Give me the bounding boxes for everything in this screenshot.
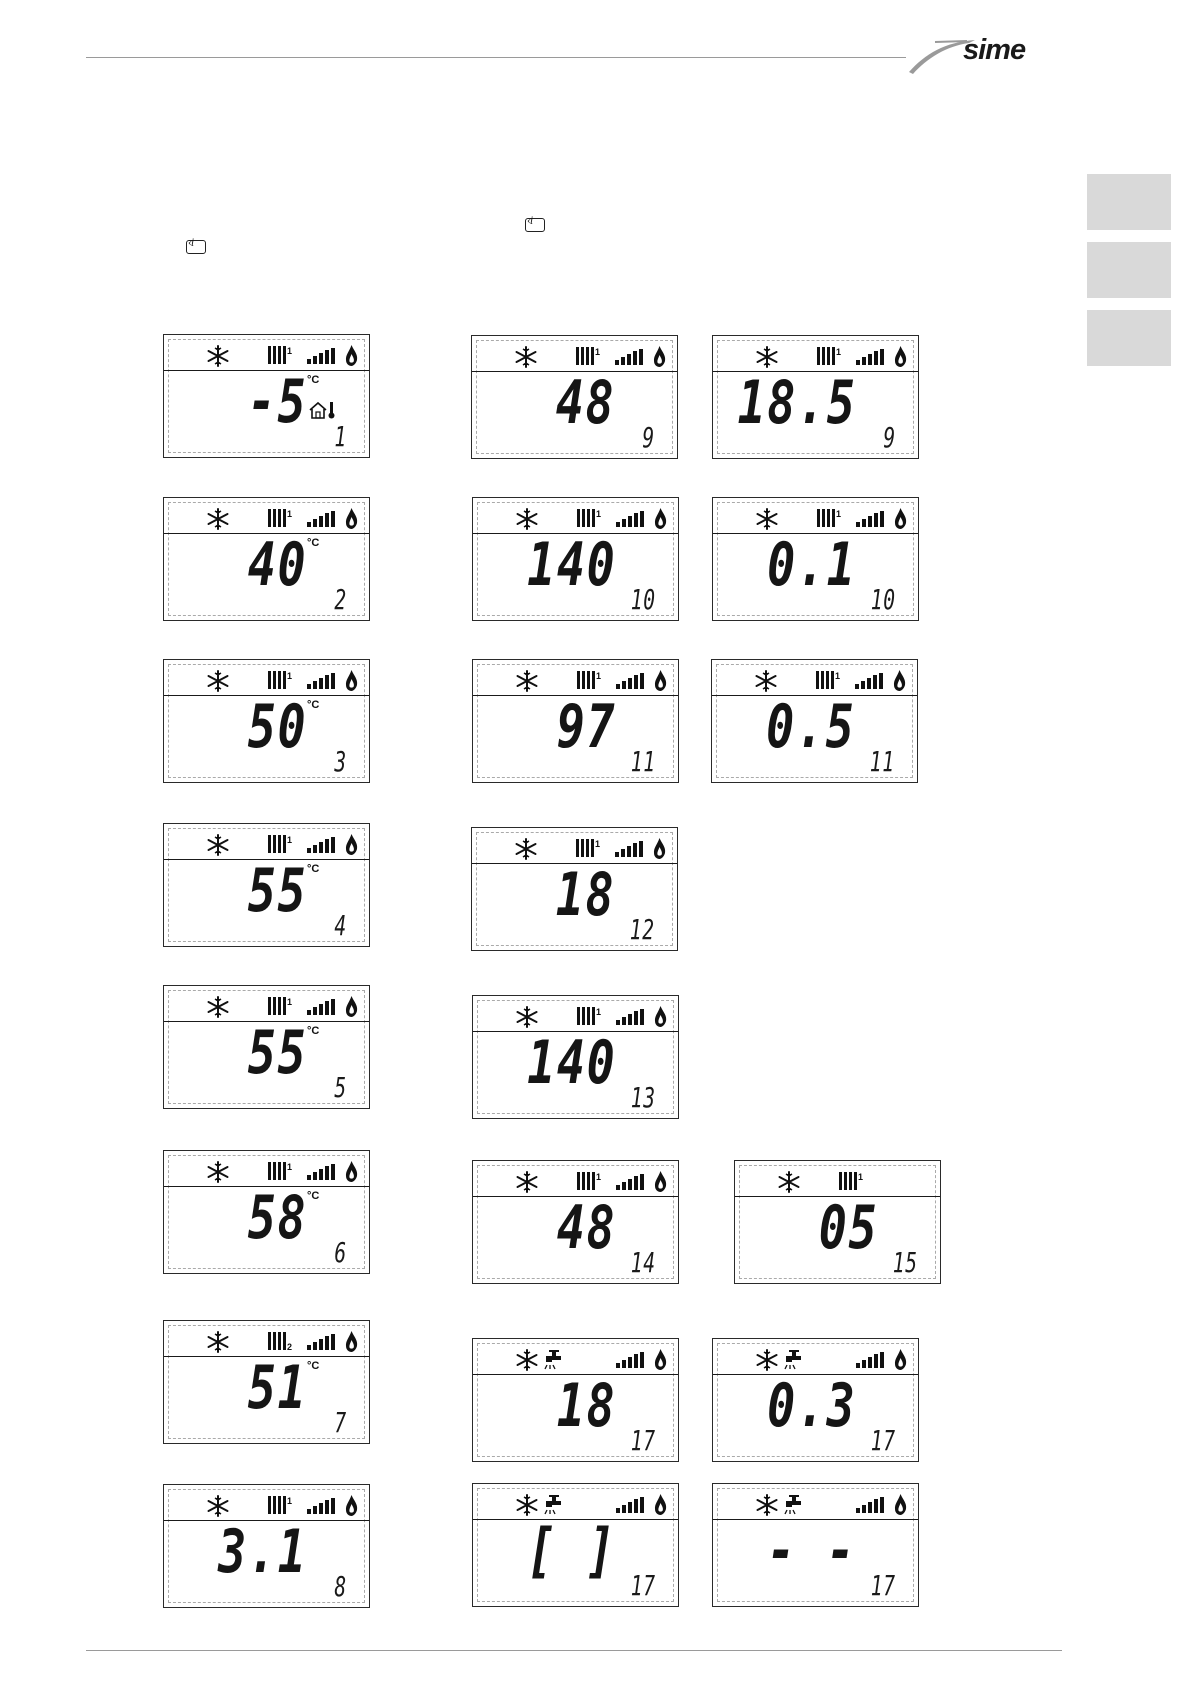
antifreeze-snowflake-icon bbox=[756, 1349, 778, 1371]
antifreeze-snowflake-icon bbox=[516, 508, 538, 530]
lcd-unit: °C bbox=[307, 699, 320, 711]
lcd-status-bar bbox=[712, 660, 917, 696]
flame-icon bbox=[345, 670, 358, 691]
antifreeze-snowflake-icon bbox=[515, 838, 537, 860]
lcd-panel bbox=[712, 1483, 919, 1607]
antifreeze-snowflake-icon bbox=[778, 1171, 800, 1193]
lcd-step-number: 12 bbox=[629, 913, 655, 946]
power-level-bars-icon bbox=[307, 1334, 335, 1350]
flame-icon bbox=[654, 508, 667, 529]
brand-logo bbox=[905, 28, 1055, 78]
power-level-bars-icon bbox=[616, 1174, 644, 1190]
flame-icon bbox=[894, 508, 907, 529]
power-level-bars-icon bbox=[307, 348, 335, 364]
lcd-panel bbox=[472, 497, 679, 621]
lcd-main-value: 18 bbox=[556, 1371, 616, 1441]
radiator-icon bbox=[268, 346, 292, 364]
lcd-panel bbox=[472, 995, 679, 1119]
svg-text:1: 1 bbox=[858, 1172, 863, 1182]
lcd-status-bar bbox=[473, 660, 678, 696]
lcd-status-bar bbox=[472, 336, 677, 372]
flame-icon bbox=[894, 1349, 907, 1370]
antifreeze-snowflake-icon bbox=[516, 1349, 538, 1371]
lcd-panel bbox=[471, 335, 678, 459]
power-level-bars-icon bbox=[616, 511, 644, 527]
svg-text:1: 1 bbox=[287, 835, 292, 845]
lcd-step-number: 14 bbox=[630, 1246, 656, 1279]
lcd-status-bar bbox=[713, 498, 918, 534]
flame-icon bbox=[653, 838, 666, 859]
lcd-main-value: 18 bbox=[555, 860, 615, 930]
side-tab-1[interactable] bbox=[1087, 174, 1171, 230]
lcd-main-value: 140 bbox=[526, 530, 616, 600]
lcd-status-bar bbox=[164, 1151, 369, 1187]
flame-icon bbox=[894, 346, 907, 367]
power-level-bars-icon bbox=[307, 1498, 335, 1514]
radiator-icon bbox=[576, 347, 600, 365]
lcd-panel bbox=[163, 497, 370, 621]
radiator-icon bbox=[268, 997, 292, 1015]
dhw-tap-icon bbox=[543, 1493, 569, 1515]
lcd-main-value: 3.1 bbox=[217, 1517, 307, 1587]
antifreeze-snowflake-icon bbox=[207, 1495, 229, 1517]
lcd-status-bar bbox=[164, 1321, 369, 1357]
svg-text:1: 1 bbox=[595, 347, 600, 357]
flame-icon bbox=[345, 508, 358, 529]
lcd-panel bbox=[163, 1320, 370, 1444]
power-level-bars-icon bbox=[616, 1497, 644, 1513]
lcd-panel bbox=[472, 1160, 679, 1284]
lcd-unit: °C bbox=[307, 863, 320, 875]
svg-text:2: 2 bbox=[287, 1342, 292, 1350]
lcd-main-value: 40 bbox=[247, 530, 307, 600]
lcd-status-bar bbox=[713, 336, 918, 372]
antifreeze-snowflake-icon bbox=[516, 670, 538, 692]
lcd-step-number: 1 bbox=[334, 420, 347, 453]
antifreeze-snowflake-icon bbox=[516, 1171, 538, 1193]
lcd-step-number: 3 bbox=[334, 745, 347, 778]
radiator-icon bbox=[268, 1496, 292, 1514]
radiator-icon bbox=[268, 1332, 292, 1350]
lcd-panel bbox=[734, 1160, 941, 1284]
radiator-icon bbox=[577, 671, 601, 689]
lcd-step-number: 5 bbox=[334, 1071, 347, 1104]
flame-icon bbox=[654, 1171, 667, 1192]
lcd-main-value: 55 bbox=[247, 1018, 307, 1088]
lcd-step-number: 2 bbox=[334, 583, 347, 616]
antifreeze-snowflake-icon bbox=[756, 1494, 778, 1516]
lcd-main-value: 97 bbox=[556, 692, 616, 762]
power-level-bars-icon bbox=[616, 1009, 644, 1025]
lcd-main-value: [ ] bbox=[526, 1516, 616, 1586]
flame-icon bbox=[345, 834, 358, 855]
lcd-step-number: 11 bbox=[630, 745, 656, 778]
svg-text:1: 1 bbox=[836, 347, 841, 357]
antifreeze-snowflake-icon bbox=[207, 1161, 229, 1183]
lcd-unit: °C bbox=[307, 374, 320, 386]
power-level-bars-icon bbox=[856, 511, 884, 527]
lcd-main-value: 05 bbox=[818, 1193, 878, 1263]
power-level-bars-icon bbox=[616, 673, 644, 689]
lcd-unit: °C bbox=[307, 1360, 320, 1372]
dhw-tap-icon bbox=[543, 1348, 569, 1370]
lcd-status-bar bbox=[164, 986, 369, 1022]
lcd-step-number: 17 bbox=[630, 1569, 656, 1602]
brand-logo-text: sime bbox=[963, 34, 1026, 66]
power-level-bars-icon bbox=[856, 1352, 884, 1368]
radiator-icon bbox=[817, 347, 841, 365]
lcd-panel bbox=[163, 1484, 370, 1608]
svg-text:1: 1 bbox=[287, 1162, 292, 1172]
lcd-unit: °C bbox=[307, 1190, 320, 1202]
lcd-panel bbox=[712, 1338, 919, 1462]
lcd-main-value: 51 bbox=[247, 1353, 307, 1423]
antifreeze-snowflake-icon bbox=[516, 1006, 538, 1028]
lcd-main-value: 48 bbox=[555, 368, 615, 438]
flame-icon bbox=[345, 1161, 358, 1182]
svg-text:1: 1 bbox=[596, 1172, 601, 1182]
flame-icon bbox=[653, 346, 666, 367]
antifreeze-snowflake-icon bbox=[207, 996, 229, 1018]
info-key-icon: ‹i bbox=[525, 218, 545, 232]
flame-icon bbox=[345, 1331, 358, 1352]
lcd-panel bbox=[471, 827, 678, 951]
dhw-tap-icon bbox=[783, 1493, 809, 1515]
lcd-panel bbox=[163, 823, 370, 947]
lcd-panel bbox=[712, 497, 919, 621]
lcd-panel bbox=[163, 659, 370, 783]
antifreeze-snowflake-icon bbox=[207, 508, 229, 530]
radiator-icon bbox=[577, 509, 601, 527]
lcd-main-value: 18.5 bbox=[737, 368, 856, 438]
lcd-main-value: -5 bbox=[247, 367, 307, 437]
power-level-bars-icon bbox=[615, 349, 643, 365]
power-level-bars-icon bbox=[307, 837, 335, 853]
antifreeze-snowflake-icon bbox=[515, 346, 537, 368]
lcd-step-number: 17 bbox=[870, 1424, 896, 1457]
antifreeze-snowflake-icon bbox=[207, 1331, 229, 1353]
lcd-step-number: 15 bbox=[892, 1246, 918, 1279]
svg-text:1: 1 bbox=[836, 509, 841, 519]
svg-text:1: 1 bbox=[287, 1496, 292, 1506]
flame-icon bbox=[654, 1494, 667, 1515]
side-tab-2[interactable] bbox=[1087, 242, 1171, 298]
antifreeze-snowflake-icon bbox=[516, 1494, 538, 1516]
svg-text:1: 1 bbox=[287, 997, 292, 1007]
power-level-bars-icon bbox=[856, 349, 884, 365]
lcd-main-value: 58 bbox=[247, 1183, 307, 1253]
lcd-status-bar bbox=[164, 1485, 369, 1521]
lcd-panel bbox=[472, 1483, 679, 1607]
header-rule bbox=[86, 57, 906, 58]
antifreeze-snowflake-icon bbox=[756, 508, 778, 530]
lcd-status-bar bbox=[473, 498, 678, 534]
power-level-bars-icon bbox=[307, 673, 335, 689]
lcd-status-bar bbox=[713, 1484, 918, 1520]
radiator-icon bbox=[839, 1172, 863, 1190]
radiator-icon bbox=[268, 509, 292, 527]
power-level-bars-icon bbox=[307, 999, 335, 1015]
svg-text:1: 1 bbox=[596, 509, 601, 519]
lcd-status-bar bbox=[473, 1484, 678, 1520]
lcd-step-number: 17 bbox=[630, 1424, 656, 1457]
lcd-main-value: 48 bbox=[556, 1193, 616, 1263]
lcd-status-bar bbox=[713, 1339, 918, 1375]
lcd-panel bbox=[472, 1338, 679, 1462]
lcd-step-number: 13 bbox=[630, 1081, 656, 1114]
radiator-icon bbox=[268, 671, 292, 689]
lcd-status-bar bbox=[473, 996, 678, 1032]
flame-icon bbox=[345, 1495, 358, 1516]
lcd-step-number: 6 bbox=[334, 1236, 347, 1269]
lcd-step-number: 9 bbox=[642, 421, 655, 454]
radiator-icon bbox=[576, 839, 600, 857]
flame-icon bbox=[345, 345, 358, 366]
radiator-icon bbox=[268, 835, 292, 853]
lcd-main-value: 0.3 bbox=[766, 1371, 856, 1441]
info-key-icon: ‹i bbox=[186, 240, 206, 254]
antifreeze-snowflake-icon bbox=[756, 346, 778, 368]
svg-text:1: 1 bbox=[596, 1007, 601, 1017]
power-level-bars-icon bbox=[307, 1164, 335, 1180]
lcd-status-bar bbox=[735, 1161, 940, 1197]
antifreeze-snowflake-icon bbox=[207, 834, 229, 856]
svg-text:1: 1 bbox=[595, 839, 600, 849]
lcd-status-bar bbox=[164, 824, 369, 860]
flame-icon bbox=[654, 1006, 667, 1027]
svg-text:1: 1 bbox=[287, 509, 292, 519]
power-level-bars-icon bbox=[615, 841, 643, 857]
radiator-icon bbox=[577, 1007, 601, 1025]
lcd-step-number: 9 bbox=[883, 421, 896, 454]
outdoor-temperature-icon bbox=[308, 401, 336, 419]
lcd-main-value: 140 bbox=[526, 1028, 616, 1098]
lcd-step-number: 11 bbox=[869, 745, 895, 778]
lcd-main-value: 0.5 bbox=[765, 692, 855, 762]
lcd-main-value: 0.1 bbox=[766, 530, 856, 600]
lcd-step-number: 7 bbox=[334, 1406, 347, 1439]
radiator-icon bbox=[817, 509, 841, 527]
lcd-panel bbox=[711, 659, 918, 783]
lcd-status-bar bbox=[164, 660, 369, 696]
radiator-icon bbox=[816, 671, 840, 689]
antifreeze-snowflake-icon bbox=[207, 670, 229, 692]
footer-rule bbox=[86, 1650, 1062, 1651]
lcd-panel bbox=[163, 334, 370, 458]
lcd-step-number: 4 bbox=[334, 909, 347, 942]
svg-text:1: 1 bbox=[596, 671, 601, 681]
radiator-icon bbox=[577, 1172, 601, 1190]
flame-icon bbox=[893, 670, 906, 691]
power-level-bars-icon bbox=[856, 1497, 884, 1513]
lcd-status-bar bbox=[164, 498, 369, 534]
flame-icon bbox=[345, 996, 358, 1017]
side-tab-3[interactable] bbox=[1087, 310, 1171, 366]
lcd-step-number: 10 bbox=[870, 583, 896, 616]
svg-text:1: 1 bbox=[835, 671, 840, 681]
lcd-unit: °C bbox=[307, 537, 320, 549]
flame-icon bbox=[894, 1494, 907, 1515]
power-level-bars-icon bbox=[616, 1352, 644, 1368]
lcd-status-bar bbox=[473, 1161, 678, 1197]
lcd-main-value: 50 bbox=[247, 692, 307, 762]
lcd-step-number: 17 bbox=[870, 1569, 896, 1602]
lcd-main-value: 55 bbox=[247, 856, 307, 926]
flame-icon bbox=[654, 1349, 667, 1370]
svg-text:1: 1 bbox=[287, 671, 292, 681]
lcd-unit: °C bbox=[307, 1025, 320, 1037]
lcd-panel bbox=[712, 335, 919, 459]
antifreeze-snowflake-icon bbox=[207, 345, 229, 367]
lcd-main-value: - - bbox=[766, 1516, 856, 1586]
lcd-step-number: 8 bbox=[334, 1570, 347, 1603]
lcd-panel bbox=[472, 659, 679, 783]
power-level-bars-icon bbox=[855, 673, 883, 689]
lcd-status-bar bbox=[164, 335, 369, 371]
lcd-panel bbox=[163, 985, 370, 1109]
power-level-bars-icon bbox=[307, 511, 335, 527]
lcd-status-bar bbox=[472, 828, 677, 864]
antifreeze-snowflake-icon bbox=[755, 670, 777, 692]
flame-icon bbox=[654, 670, 667, 691]
lcd-status-bar bbox=[473, 1339, 678, 1375]
lcd-step-number: 10 bbox=[630, 583, 656, 616]
lcd-panel bbox=[163, 1150, 370, 1274]
svg-text:1: 1 bbox=[287, 346, 292, 356]
radiator-icon bbox=[268, 1162, 292, 1180]
dhw-tap-icon bbox=[783, 1348, 809, 1370]
